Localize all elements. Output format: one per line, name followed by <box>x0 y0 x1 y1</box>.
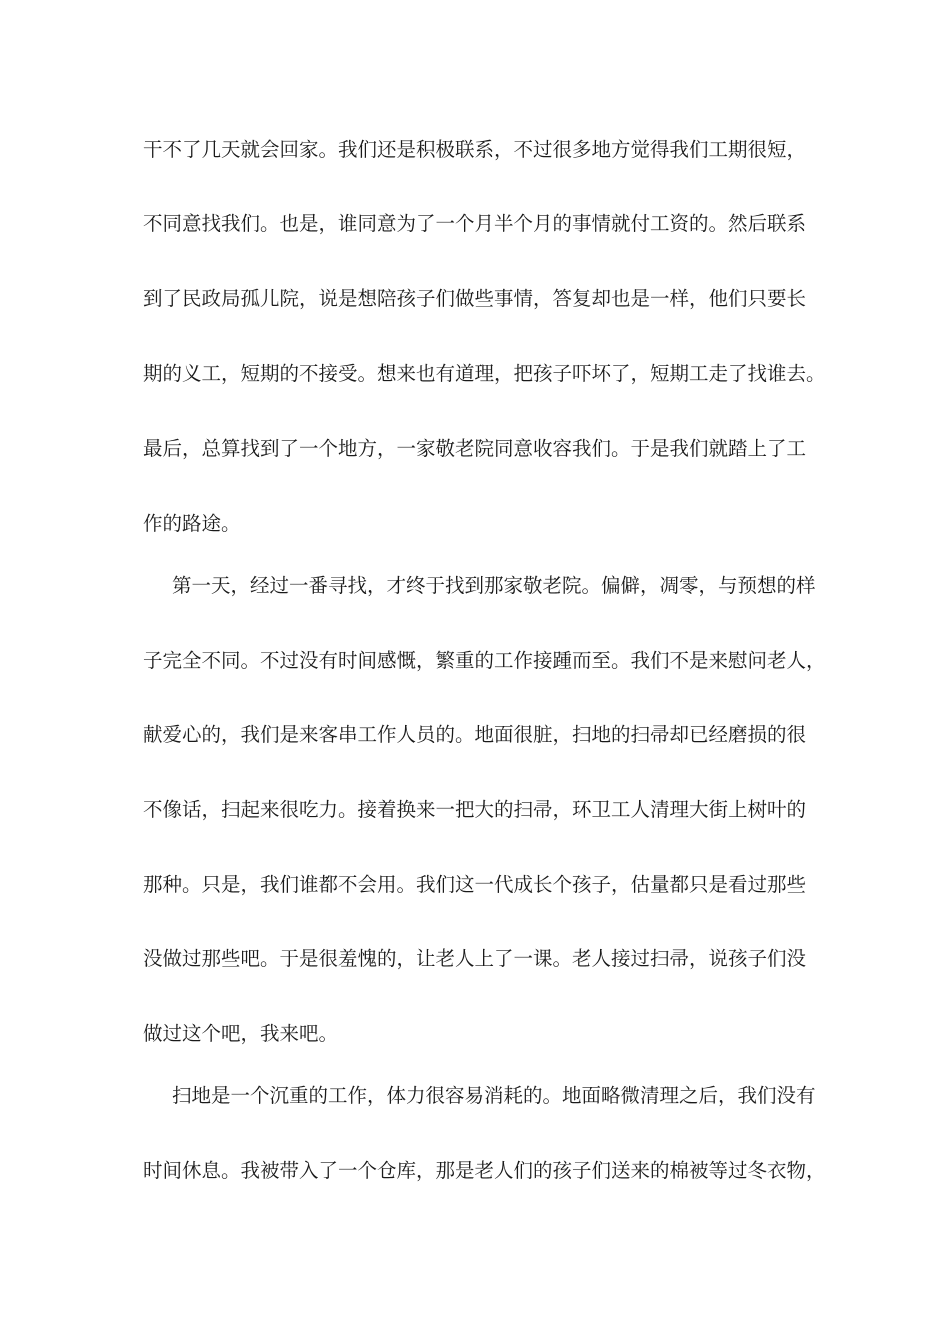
text-line: 作的路途。 <box>143 512 241 535</box>
text-line: 期的义工，短期的不接受。想来也有道理，把孩子吓坏了，短期工走了找谁去。 <box>143 362 826 385</box>
text-line: 不同意找我们。也是，谁同意为了一个月半个月的事情就付工资的。然后联系 <box>143 212 807 235</box>
text-line: 做过这个吧，我来吧。 <box>143 1022 339 1045</box>
text-line: 那种。只是，我们谁都不会用。我们这一代成长个孩子，估量都只是看过那些 <box>143 873 807 896</box>
text-line: 不像话，扫起来很吃力。接着换来一把大的扫帚，环卫工人清理大街上树叶的 <box>143 798 807 821</box>
text-line: 最后，总算找到了一个地方，一家敬老院同意收容我们。于是我们就踏上了工 <box>143 437 807 460</box>
paragraph-start-line: 扫地是一个沉重的工作，体力很容易消耗的。地面略微清理之后，我们没有 <box>172 1084 816 1107</box>
text-line: 时间休息。我被带入了一个仓库，那是老人们的孩子们送来的棉被等过冬衣物， <box>143 1159 826 1182</box>
text-line: 干不了几天就会回家。我们还是积极联系，不过很多地方觉得我们工期很短， <box>143 138 807 161</box>
text-line: 到了民政局孤儿院，说是想陪孩子们做些事情，答复却也是一样，他们只要长 <box>143 287 807 310</box>
text-line: 没做过那些吧。于是很羞愧的，让老人上了一课。老人接过扫帚，说孩子们没 <box>143 947 807 970</box>
paragraph-start-line: 第一天，经过一番寻找，才终于找到那家敬老院。偏僻，凋零，与预想的样 <box>172 574 816 597</box>
text-line: 子完全不同。不过没有时间感慨，繁重的工作接踵而至。我们不是来慰问老人， <box>143 649 826 672</box>
text-line: 献爱心的，我们是来客串工作人员的。地面很脏，扫地的扫帚却已经磨损的很 <box>143 723 807 746</box>
